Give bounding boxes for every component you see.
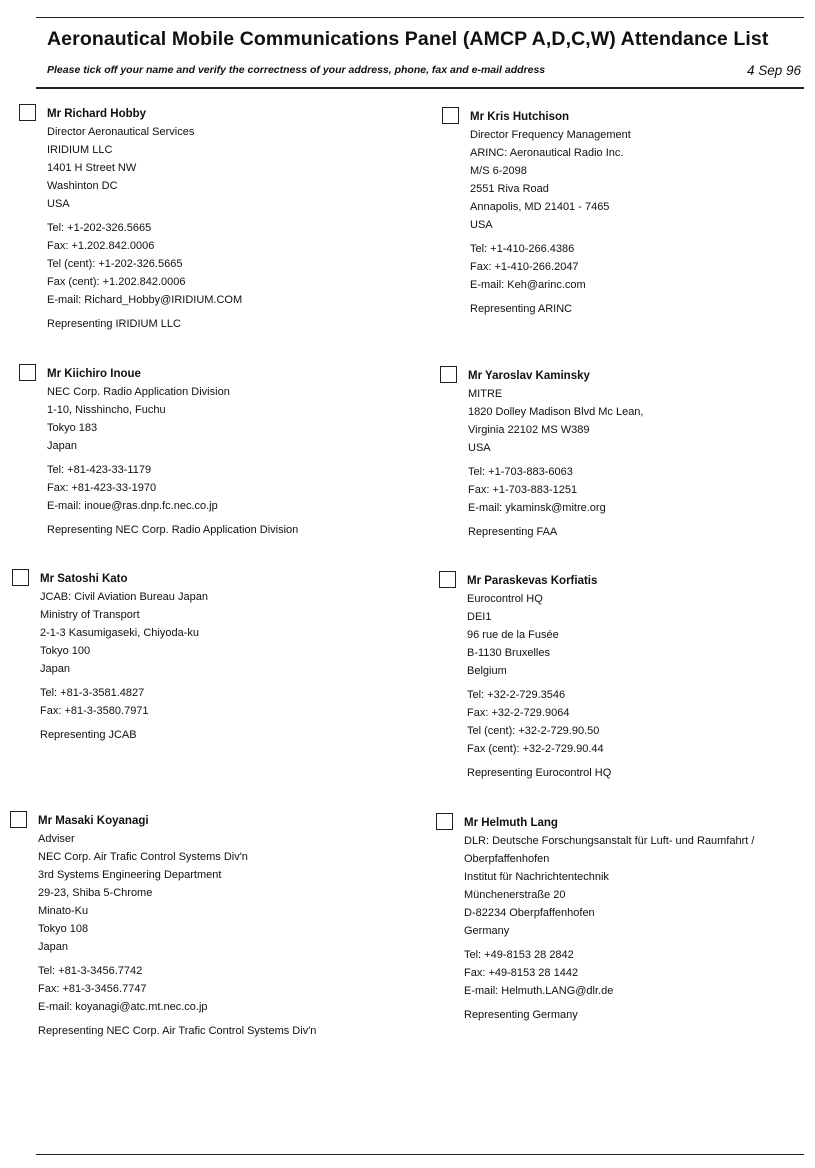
- address-line: Washinton DC: [47, 180, 118, 192]
- email-line: E-mail: ykaminsk@mitre.org: [468, 502, 606, 514]
- attendee-checkbox[interactable]: [439, 571, 456, 588]
- address-line: Japan: [38, 941, 68, 953]
- attendee-checkbox[interactable]: [10, 811, 27, 828]
- address-line: USA: [468, 442, 491, 454]
- address-line: Institut für Nachrichtentechnik: [464, 871, 609, 883]
- attendee-name: Mr Masaki Koyanagi: [38, 815, 149, 827]
- address-line: DEI1: [467, 611, 492, 623]
- address-line: Belgium: [467, 665, 507, 677]
- address-line: Virginia 22102 MS W389: [468, 424, 590, 436]
- contact-line: Fax (cent): +32-2-729.90.44: [467, 743, 604, 755]
- email-line: E-mail: inoue@ras.dnp.fc.nec.co.jp: [47, 500, 218, 512]
- contact-line: Tel: +32-2-729.3546: [467, 689, 566, 701]
- address-line: Adviser: [38, 833, 75, 845]
- contact-line: Fax: +81-3-3456.7747: [38, 983, 147, 995]
- attendee-name: Mr Yaroslav Kaminsky: [468, 370, 590, 382]
- attendee-name: Mr Richard Hobby: [47, 108, 147, 120]
- attendee-entry: [40, 570, 208, 744]
- address-line: MITRE: [468, 388, 503, 400]
- contact-line: Tel: +81-3-3581.4827: [40, 687, 145, 699]
- contact-line: Tel: +81-423-33-1179: [47, 464, 152, 476]
- attendee-name: Mr Kris Hutchison: [470, 111, 570, 123]
- address-line: M/S 6-2098: [470, 165, 527, 177]
- contact-line: Fax: +32-2-729.9064: [467, 707, 570, 719]
- address-line: JCAB: Civil Aviation Bureau Japan: [40, 591, 208, 603]
- attendee-entry: [467, 572, 611, 782]
- attendee-checkbox[interactable]: [436, 813, 453, 830]
- email-line: E-mail: koyanagi@atc.mt.nec.co.jp: [38, 1001, 208, 1013]
- representing-line: Representing Germany: [464, 1009, 578, 1021]
- address-line: USA: [47, 198, 70, 210]
- contact-line: Fax: +81-423-33-1970: [47, 482, 157, 494]
- address-line: Ministry of Transport: [40, 609, 140, 621]
- attendee-entry: [464, 814, 754, 1024]
- address-line: Tokyo 100: [40, 645, 91, 657]
- attendee-checkbox[interactable]: [12, 569, 29, 586]
- representing-line: Representing FAA: [468, 526, 558, 538]
- attendee-entry: [468, 367, 643, 541]
- contact-line: Fax: +1.202.842.0006: [47, 240, 155, 252]
- top-rule: [36, 17, 804, 18]
- attendee-checkbox[interactable]: [19, 104, 36, 121]
- address-line: Director Frequency Management: [470, 129, 631, 141]
- document-date: 4 Sep 96: [746, 63, 801, 78]
- representing-line: Representing Eurocontrol HQ: [467, 767, 612, 779]
- address-line: 1401 H Street NW: [47, 162, 137, 174]
- attendee-name: Mr Kiichiro Inoue: [47, 368, 141, 380]
- contact-line: Tel: +81-3-3456.7742: [38, 965, 143, 977]
- address-line: Tokyo 183: [47, 422, 98, 434]
- attendee-entry: [47, 365, 298, 539]
- attendee-name: Mr Satoshi Kato: [40, 573, 128, 585]
- address-line: Eurocontrol HQ: [467, 593, 543, 605]
- address-line: Oberpfaffenhofen: [464, 853, 550, 865]
- contact-line: Tel (cent): +32-2-729.90.50: [467, 725, 600, 737]
- address-line: B-1130 Bruxelles: [467, 647, 550, 659]
- contact-line: Fax: +1-410-266.2047: [470, 261, 579, 273]
- contact-line: Tel: +1-202-326.5665: [47, 222, 152, 234]
- email-line: E-mail: Helmuth.LANG@dlr.de: [464, 985, 614, 997]
- address-line: Japan: [40, 663, 70, 675]
- attendee-entry: [38, 812, 316, 1040]
- bottom-rule: [36, 1154, 804, 1155]
- email-line: E-mail: Keh@arinc.com: [470, 279, 586, 291]
- representing-line: Representing JCAB: [40, 729, 137, 741]
- address-line: Annapolis, MD 21401 - 7465: [470, 201, 610, 213]
- header-rule: [36, 87, 804, 89]
- representing-line: Representing NEC Corp. Air Trafic Control Systems Div'n: [38, 1025, 317, 1037]
- attendee-entry: [470, 108, 631, 318]
- attendee-checkbox[interactable]: [440, 366, 457, 383]
- address-line: USA: [470, 219, 493, 231]
- contact-line: Tel: +1-410-266.4386: [470, 243, 575, 255]
- contact-line: Tel: +1-703-883-6063: [468, 466, 573, 478]
- address-line: Director Aeronautical Services: [47, 126, 195, 138]
- address-line: 3rd Systems Engineering Department: [38, 869, 222, 881]
- contact-line: Fax: +81-3-3580.7971: [40, 705, 149, 717]
- address-line: Tokyo 108: [38, 923, 89, 935]
- address-line: Germany: [464, 925, 510, 937]
- instruction-text: Please tick off your name and verify the correctness of your address, phone, fax and e-mail address: [47, 64, 546, 76]
- contact-line: Fax: +1-703-883-1251: [468, 484, 578, 496]
- address-line: NEC Corp. Radio Application Division: [47, 386, 230, 398]
- attendee-name: Mr Helmuth Lang: [464, 817, 558, 829]
- address-line: 96 rue de la Fusée: [467, 629, 559, 641]
- address-line: NEC Corp. Air Trafic Control Systems Div'n: [38, 851, 248, 863]
- address-line: Japan: [47, 440, 77, 452]
- contact-line: Tel (cent): +1-202-326.5665: [47, 258, 183, 270]
- attendee-name: Mr Paraskevas Korfiatis: [467, 575, 598, 587]
- contact-line: Fax: +49-8153 28 1442: [464, 967, 579, 979]
- attendee-checkbox[interactable]: [19, 364, 36, 381]
- attendee-entry: [47, 105, 242, 333]
- address-line: Minato-Ku: [38, 905, 89, 917]
- address-line: ARINC: Aeronautical Radio Inc.: [470, 147, 624, 159]
- address-line: IRIDIUM LLC: [47, 144, 113, 156]
- address-line: 1-10, Nisshincho, Fuchu: [47, 404, 166, 416]
- address-line: 2551 Riva Road: [470, 183, 549, 195]
- address-line: D-82234 Oberpfaffenhofen: [464, 907, 595, 919]
- address-line: Münchenerstraße 20: [464, 889, 566, 901]
- email-line: E-mail: Richard_Hobby@IRIDIUM.COM: [47, 294, 243, 306]
- representing-line: Representing IRIDIUM LLC: [47, 318, 181, 330]
- attendee-checkbox[interactable]: [442, 107, 459, 124]
- address-line: DLR: Deutsche Forschungsanstalt für Luft- und Raumfahrt /: [464, 835, 755, 847]
- address-line: 29-23, Shiba 5-Chrome: [38, 887, 153, 899]
- representing-line: Representing NEC Corp. Radio Application Division: [47, 524, 299, 536]
- address-line: 1820 Dolley Madison Blvd Mc Lean,: [468, 406, 644, 418]
- representing-line: Representing ARINC: [470, 303, 573, 315]
- address-line: 2-1-3 Kasumigaseki, Chiyoda-ku: [40, 627, 199, 639]
- page-title: Aeronautical Mobile Communications Panel (AMCP A,D,C,W) Attendance List: [47, 28, 769, 50]
- contact-line: Fax (cent): +1.202.842.0006: [47, 276, 186, 288]
- contact-line: Tel: +49-8153 28 2842: [464, 949, 574, 961]
